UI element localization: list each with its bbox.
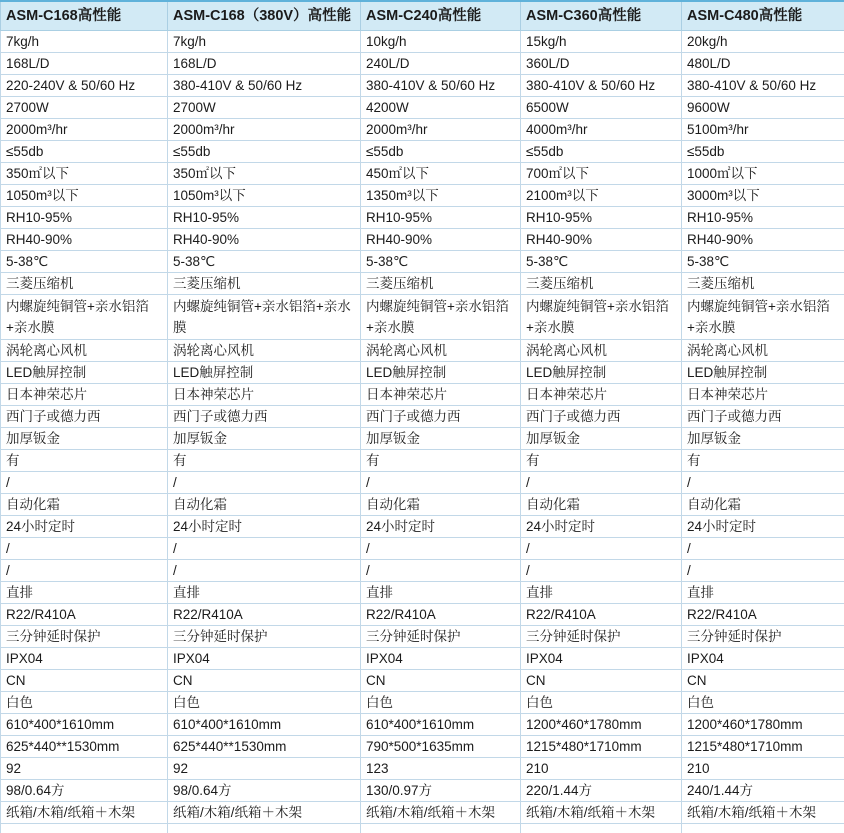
cell: LED触屏控制 <box>1 362 168 384</box>
cell: 有 <box>1 450 168 472</box>
cell: 1050m³以下 <box>1 185 168 207</box>
cell: 360L/D <box>521 53 682 75</box>
cell: CN <box>361 670 521 692</box>
cell: 内螺旋纯铜管+亲水铝箔+亲水膜 <box>168 295 361 340</box>
cell: 日本神荣芯片 <box>1 384 168 406</box>
cell: 20kg/h <box>682 31 844 53</box>
table-row <box>1 362 844 384</box>
cell: 24小时定时 <box>361 516 521 538</box>
table-row <box>1 714 844 736</box>
cell: 加厚钣金 <box>168 428 361 450</box>
cell: 2000m³/hr <box>168 119 361 141</box>
table-row <box>1 494 844 516</box>
cell: 24小时定时 <box>1 516 168 538</box>
cell: 三分钟延时保护 <box>682 626 844 648</box>
cell: 三菱压缩机 <box>521 273 682 295</box>
cell: 三菱压缩机 <box>361 273 521 295</box>
cell: 三分钟延时保护 <box>168 626 361 648</box>
cell: 9600W <box>682 97 844 119</box>
cell: 自动化霜 <box>361 494 521 516</box>
cell: 123 <box>361 758 521 780</box>
cell: 白色 <box>682 692 844 714</box>
cell: 380-410V & 50/60 Hz <box>168 75 361 97</box>
cell: 168L/D <box>168 53 361 75</box>
cell: 三分钟延时保护 <box>521 626 682 648</box>
cell: 纸箱/木箱/纸箱＋木架 <box>1 802 168 824</box>
cell: 1350m³以下 <box>361 185 521 207</box>
table-row <box>1 428 844 450</box>
cell: 西门子或德力西 <box>682 406 844 428</box>
cell: CN <box>521 670 682 692</box>
cell: 有 <box>361 450 521 472</box>
cell: 10kg/h <box>361 31 521 53</box>
cell: ≤55db <box>682 141 844 163</box>
table-row <box>1 75 844 97</box>
cell: 5100m³/hr <box>682 119 844 141</box>
cell: R22/R410A <box>1 604 168 626</box>
cell: 日本神荣芯片 <box>521 384 682 406</box>
table-row <box>1 119 844 141</box>
cell: 1200*460*1780mm <box>521 714 682 736</box>
cell: 直排 <box>682 582 844 604</box>
cell: 790*500*1635mm <box>361 736 521 758</box>
cell: 380-410V & 50/60 Hz <box>521 75 682 97</box>
table-row <box>1 516 844 538</box>
table-row <box>1 780 844 802</box>
table-row <box>1 758 844 780</box>
cell: 日本神荣芯片 <box>168 384 361 406</box>
cell: CN <box>682 670 844 692</box>
table-row <box>1 273 844 295</box>
cell: 内螺旋纯铜管+亲水铝箔+亲水膜 <box>1 295 168 340</box>
cell: 610*400*1610mm <box>361 714 521 736</box>
cell: 350㎡以下 <box>168 163 361 185</box>
table-row <box>1 648 844 670</box>
cell: 三分钟延时保护 <box>361 626 521 648</box>
table-row <box>1 538 844 560</box>
cell: 涡轮离心风机 <box>1 340 168 362</box>
cell: / <box>1 560 168 582</box>
cell: 加厚钣金 <box>682 428 844 450</box>
cell: 92 <box>168 758 361 780</box>
cell: 480L/D <box>682 53 844 75</box>
cell: 380-410V & 50/60 Hz <box>682 75 844 97</box>
cell: 2000m³/hr <box>1 119 168 141</box>
cell: / <box>361 472 521 494</box>
cell: 有 <box>521 450 682 472</box>
cell: 2100m³以下 <box>521 185 682 207</box>
cell: / <box>168 560 361 582</box>
cell: IPX04 <box>1 648 168 670</box>
table-row <box>1 670 844 692</box>
cell: 210 <box>521 758 682 780</box>
table-row <box>1 692 844 714</box>
cell: LED触屏控制 <box>361 362 521 384</box>
empty-cell <box>682 824 844 833</box>
cell: RH10-95% <box>1 207 168 229</box>
cell: 5-38℃ <box>682 251 844 273</box>
table-row <box>1 53 844 75</box>
cell: 三菱压缩机 <box>168 273 361 295</box>
cell: 纸箱/木箱/纸箱＋木架 <box>682 802 844 824</box>
table-row <box>1 229 844 251</box>
cell: LED触屏控制 <box>682 362 844 384</box>
cell: 4000m³/hr <box>521 119 682 141</box>
cell: 610*400*1610mm <box>168 714 361 736</box>
table-row <box>1 207 844 229</box>
table-row <box>1 626 844 648</box>
table-row <box>1 163 844 185</box>
empty-cell <box>1 824 168 833</box>
cell: CN <box>168 670 361 692</box>
cell: 纸箱/木箱/纸箱＋木架 <box>521 802 682 824</box>
table-row <box>1 185 844 207</box>
cell: 自动化霜 <box>521 494 682 516</box>
cell: IPX04 <box>168 648 361 670</box>
cell: 1050m³以下 <box>168 185 361 207</box>
cell: 2000m³/hr <box>361 119 521 141</box>
column-header: ASM-C168（380V）高性能 <box>168 1 361 31</box>
cell: RH40-90% <box>168 229 361 251</box>
table-row <box>1 582 844 604</box>
cell: RH40-90% <box>682 229 844 251</box>
cell: 1200*460*1780mm <box>682 714 844 736</box>
cell: 加厚钣金 <box>361 428 521 450</box>
cell: / <box>168 472 361 494</box>
cell: 涡轮离心风机 <box>361 340 521 362</box>
cell: 三菱压缩机 <box>682 273 844 295</box>
cell: CN <box>1 670 168 692</box>
cell: R22/R410A <box>168 604 361 626</box>
cell: 三分钟延时保护 <box>1 626 168 648</box>
cell: R22/R410A <box>361 604 521 626</box>
cell: / <box>682 538 844 560</box>
cell: 625*440**1530mm <box>168 736 361 758</box>
table-row <box>1 560 844 582</box>
cell: 24小时定时 <box>521 516 682 538</box>
cell: / <box>682 472 844 494</box>
cell: RH40-90% <box>521 229 682 251</box>
column-header: ASM-C480高性能 <box>682 1 844 31</box>
cell: 纸箱/木箱/纸箱＋木架 <box>361 802 521 824</box>
cell: ≤55db <box>361 141 521 163</box>
cell: 7kg/h <box>168 31 361 53</box>
cell: 24小时定时 <box>682 516 844 538</box>
cell: / <box>168 538 361 560</box>
cell: RH10-95% <box>361 207 521 229</box>
cell: RH10-95% <box>521 207 682 229</box>
cell: 450㎡以下 <box>361 163 521 185</box>
cell: 涡轮离心风机 <box>521 340 682 362</box>
cell: R22/R410A <box>682 604 844 626</box>
cell: 白色 <box>361 692 521 714</box>
cell: 98/0.64方 <box>1 780 168 802</box>
table-row <box>1 340 844 362</box>
cell: 24小时定时 <box>168 516 361 538</box>
table-row <box>1 295 844 340</box>
cell: 白色 <box>168 692 361 714</box>
cell: LED触屏控制 <box>168 362 361 384</box>
cell: 380-410V & 50/60 Hz <box>361 75 521 97</box>
cell: 5-38℃ <box>361 251 521 273</box>
cell: 直排 <box>168 582 361 604</box>
cell: / <box>1 538 168 560</box>
cell: 1000㎡以下 <box>682 163 844 185</box>
cell: 内螺旋纯铜管+亲水铝箔+亲水膜 <box>521 295 682 340</box>
cell: 有 <box>682 450 844 472</box>
cell: RH40-90% <box>361 229 521 251</box>
cell: 自动化霜 <box>1 494 168 516</box>
cell: 220-240V & 50/60 Hz <box>1 75 168 97</box>
cell: 内螺旋纯铜管+亲水铝箔+亲水膜 <box>682 295 844 340</box>
cell: 西门子或德力西 <box>1 406 168 428</box>
cell: 350㎡以下 <box>1 163 168 185</box>
cell: RH10-95% <box>682 207 844 229</box>
cell: 日本神荣芯片 <box>682 384 844 406</box>
cell: / <box>521 538 682 560</box>
cell: 直排 <box>521 582 682 604</box>
cell: 三菱压缩机 <box>1 273 168 295</box>
cell: 210 <box>682 758 844 780</box>
cell: 700㎡以下 <box>521 163 682 185</box>
cell: 涡轮离心风机 <box>168 340 361 362</box>
cell: IPX04 <box>521 648 682 670</box>
cell: 3000m³以下 <box>682 185 844 207</box>
cell: 98/0.64方 <box>168 780 361 802</box>
cell: 加厚钣金 <box>521 428 682 450</box>
cell: IPX04 <box>682 648 844 670</box>
header-row <box>1 1 844 31</box>
cell: / <box>682 560 844 582</box>
cell: R22/R410A <box>521 604 682 626</box>
table-row <box>1 406 844 428</box>
cell: 白色 <box>1 692 168 714</box>
table-row <box>1 472 844 494</box>
column-header: ASM-C360高性能 <box>521 1 682 31</box>
cell: 130/0.97方 <box>361 780 521 802</box>
cell: 625*440**1530mm <box>1 736 168 758</box>
cell: 自动化霜 <box>682 494 844 516</box>
cell: 1215*480*1710mm <box>682 736 844 758</box>
cell: 168L/D <box>1 53 168 75</box>
cell: 6500W <box>521 97 682 119</box>
empty-cell <box>521 824 682 833</box>
cell: / <box>361 538 521 560</box>
cell: 240L/D <box>361 53 521 75</box>
cell: ≤55db <box>521 141 682 163</box>
cell: 日本神荣芯片 <box>361 384 521 406</box>
column-header: ASM-C240高性能 <box>361 1 521 31</box>
table-row <box>1 384 844 406</box>
cell: 西门子或德力西 <box>521 406 682 428</box>
cell: 有 <box>168 450 361 472</box>
cell: 2700W <box>1 97 168 119</box>
cell: 240/1.44方 <box>682 780 844 802</box>
table-row <box>1 97 844 119</box>
cell: 白色 <box>521 692 682 714</box>
cell: / <box>1 472 168 494</box>
cell: IPX04 <box>361 648 521 670</box>
table-row <box>1 141 844 163</box>
cell: / <box>521 472 682 494</box>
table-row <box>1 736 844 758</box>
cell: 涡轮离心风机 <box>682 340 844 362</box>
cell: 自动化霜 <box>168 494 361 516</box>
cell: 5-38℃ <box>521 251 682 273</box>
cell: ≤55db <box>168 141 361 163</box>
empty-spacer-row <box>1 824 844 833</box>
cell: 2700W <box>168 97 361 119</box>
cell: RH40-90% <box>1 229 168 251</box>
cell: 西门子或德力西 <box>168 406 361 428</box>
table-row <box>1 251 844 273</box>
empty-cell <box>168 824 361 833</box>
column-header: ASM-C168高性能 <box>1 1 168 31</box>
table-body <box>1 31 844 833</box>
empty-cell <box>361 824 521 833</box>
cell: 西门子或德力西 <box>361 406 521 428</box>
cell: 5-38℃ <box>168 251 361 273</box>
cell: / <box>361 560 521 582</box>
cell: LED触屏控制 <box>521 362 682 384</box>
cell: 610*400*1610mm <box>1 714 168 736</box>
cell: 15kg/h <box>521 31 682 53</box>
table-row <box>1 802 844 824</box>
cell: 4200W <box>361 97 521 119</box>
cell: / <box>521 560 682 582</box>
cell: 7kg/h <box>1 31 168 53</box>
cell: 加厚钣金 <box>1 428 168 450</box>
table-row <box>1 604 844 626</box>
cell: RH10-95% <box>168 207 361 229</box>
cell: 5-38℃ <box>1 251 168 273</box>
cell: 220/1.44方 <box>521 780 682 802</box>
cell: 92 <box>1 758 168 780</box>
cell: 1215*480*1710mm <box>521 736 682 758</box>
cell: 内螺旋纯铜管+亲水铝箔+亲水膜 <box>361 295 521 340</box>
cell: 直排 <box>361 582 521 604</box>
table-row <box>1 450 844 472</box>
cell: 直排 <box>1 582 168 604</box>
table-row <box>1 31 844 53</box>
cell: ≤55db <box>1 141 168 163</box>
cell: 纸箱/木箱/纸箱＋木架 <box>168 802 361 824</box>
